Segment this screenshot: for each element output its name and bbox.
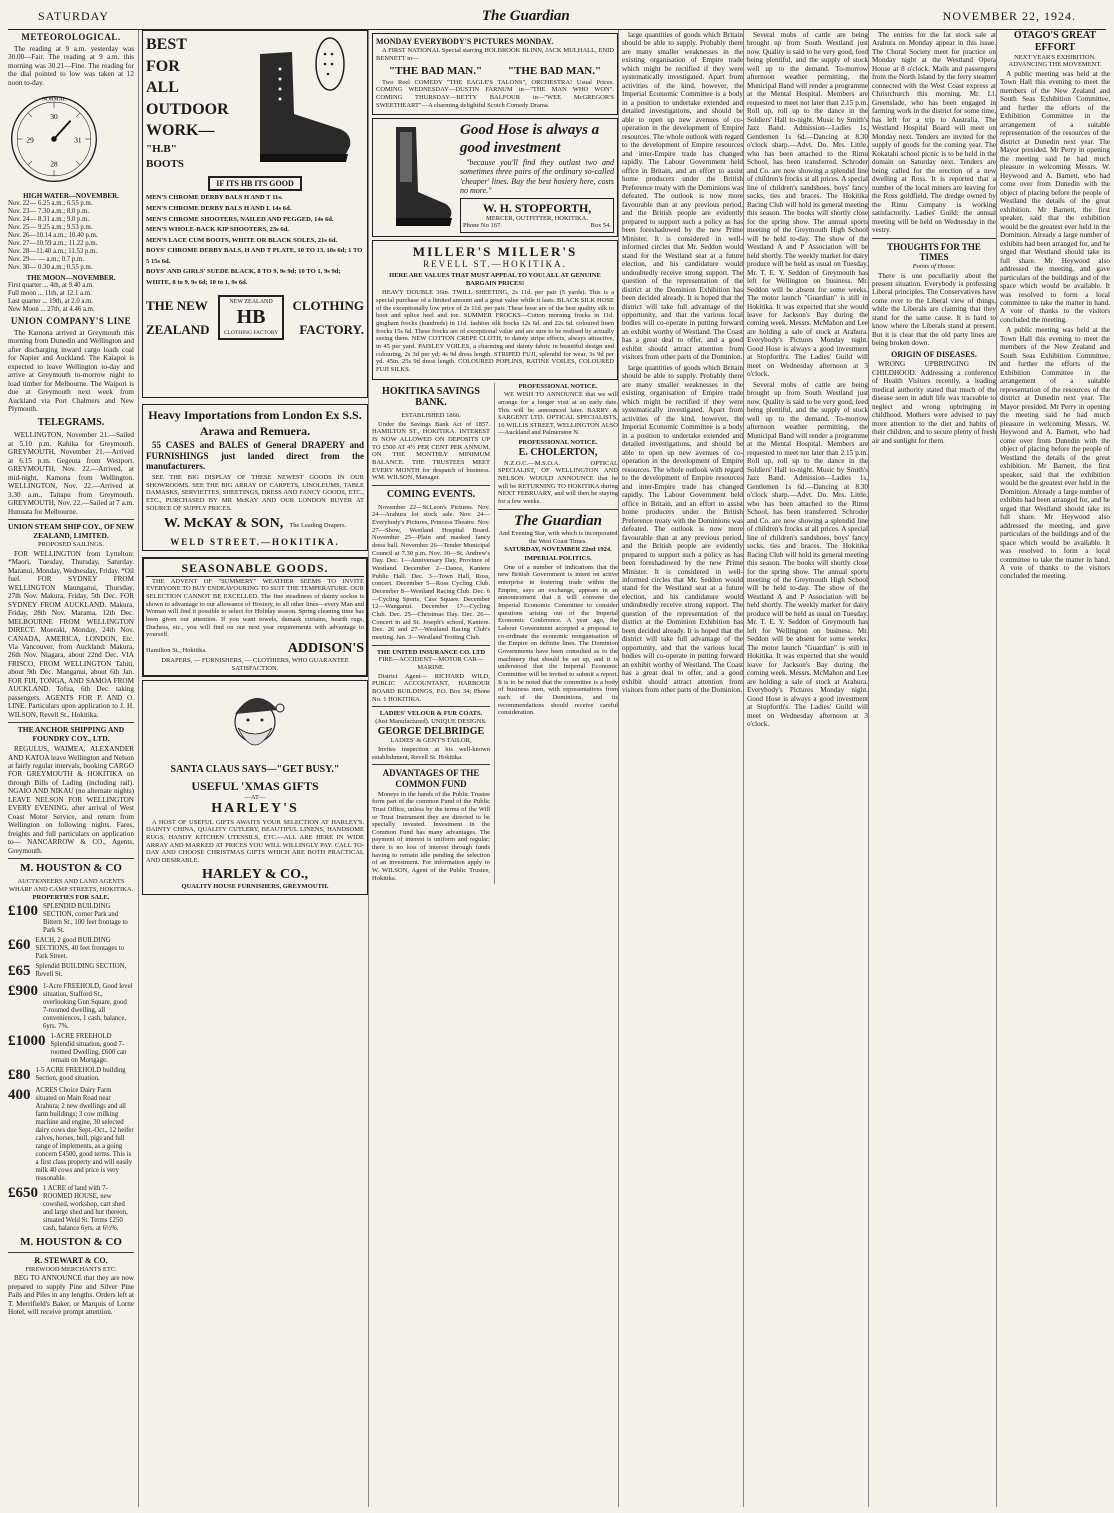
professional-notice-heading: PROFESSIONAL NOTICE. (518, 382, 598, 390)
houston-heading-2: M. HOUSTON & CO (20, 1236, 122, 1249)
column-6 (868, 30, 999, 1507)
property-desc: 1 ACRE of land with 7-ROOMED HOUSE, new cowshed, workshop, cart shed and large shed and hut thereon, situated Weld St. Terms £250 cash, balance 6yrs. at 6½%. (43, 1185, 128, 1233)
mckay-heading: W. McKAY & SON, (163, 516, 284, 532)
column-2 (138, 30, 371, 1507)
moon-heading: THE MOON—NOVEMBER. (26, 273, 116, 282)
pictures-advert (372, 33, 618, 115)
hb-stamp: IF ITS HB ITS GOOD (208, 176, 302, 191)
high-water-heading: HIGH WATER—NOVEMBER. (23, 191, 119, 200)
hb-the-new: THE NEW (146, 298, 208, 314)
houston-heading: M. HOUSTON & CO (20, 862, 122, 875)
editorial-text-continued: large quantities of goods which Britain should be able to supply. Probably there are many smaller weaknesses in the existing organisation of Empire trade which might be rectified if they were systematically investigated. Apart from activities of the kind, however, the Imperial Economic Committee is a body in a position to undertake extended and detailed investigations, and should be able to open up new avenues of co-operation in the development of Empire resources. The whole outlook with regard to the development of Empire resources and inter-Empire trade has changed rapidly. The Labour Government held office in Britain, and an effort to assist home producers under the British Preference treaty with the Dominions was defeated. The outlook is now more favourable than at any previous period, and the British people are evidently prepared to support such a policy as has been foreshadowed by the new Prime Minister. It is considered in well-informed circles that Mr. Seddon would stand for the Westland seat at a future election, and his candidature would undoubtedly receive strong support. The question of the representation of the district at the Dominion Exhibition has been decided already. It is hoped that the district will take full advantage of the opportunity, and that the various local bodies will co-operate in putting forward an exhibit worthy of Westland. The Coast has a great deal to offer, and a good exhibit should attract attention from visitors from other parts of the Dominion. (622, 363, 743, 695)
property-item (8, 1033, 134, 1065)
property-item (8, 963, 134, 981)
column-5 (743, 30, 871, 1507)
usco-text: FOR WELLINGTON from Lyttelton: *Maori, Tuesday, Thursday, Saturday. Maranui, Monday, Wednesday, Friday. *Oil fuel. FOR SYDNEY FROM WELLINGTON Maunganui, Thursday, 27th Nov. Makura, Friday, 5th Dec. FOR SYDNEY FROM AUCKLAND. Makura, Friday, 28th Nov. Marama, 12th Dec. MELBOURNE FROM WELLINGTON DIRECT. Moeraki, Monday, 24th Nov. CANADA, AMERICA, LONDON, Etc. Via Vancouver, from Auckland: Makura, 26th Nov. Niagara, about 22nd Dec. VIA FRISCO, FROM WELLINGTON Tahiti, about 9th Dec. Manganui, about 6th Jan. FOR FIJI, TONGA, AND SAMOA FROM AUCKLAND. Tofua, 6th Dec. taking passengers. AGENTS FOR P. AND O. LINE. Particulars upon application to J. H. WILSON, Revell St., Hokitika. (8, 549, 134, 719)
hb-list-item: BOYS' AND GIRLS' SUEDE BLACK, 8 TO 9, 9s 9d; 10 TO 1, 9s 9d; WHITE, 8 to 9, 9s 6d; 10 to 1, 9s 6d. (146, 268, 341, 286)
addison-subheading: DRAPERS, — FURNISHERS, — CLOTHIERS, WHO GUARANTEE SATISFACTION. (161, 657, 349, 672)
cholerton-text: N.Z.O.C.—M.S.O.A. OPTICAL SPECIALIST, OF WELLINGTON AND NELSON. WOULD ANNOUNCE that he will be RETURNING TO HOKITIKA during NEXT FEBRUARY, and will then be staying for a few weeks. (498, 459, 618, 505)
addison-location: Hamilton St., Hokitika. (146, 646, 207, 654)
anchor-text: REGULUS, WAIMEA, ALEXANDER AND KATOA leave Wellington and Nelson at fairly regular intervals, booking CARGO FOR GREYMOUTH & HOKITIKA on through Bills of Lading (including rail). NGAIO AND NIKAU (no alternate nights) LEAVE NELSON FOR WELLINGTON EVERY EVENING, after arrival of West Coast Motor Service, and return from Wellington on following nights. Fares, freights and full particulars on application to— NANCARROW & CO., Agents, Greymouth. (8, 745, 134, 855)
importations-text-2: SEE THE BIG DISPLAY OF THESE NEWEST GOODS IN OUR SHOWROOMS. SEE THE BIG ARRAY OF CARPETS, LINOLEUMS, TABLE DAMASKS, SERVIETTES, SHEETINGS, DRESS AND FANCY GOODS, ETC., ETC., PURCHASED BY MR McKAY AND OUR LONDON BUYER AT SOURCE OF SUPPLY PRICES. (146, 474, 364, 512)
origin-text: WRONG UPBRINGING IN CHILDHOOD. Addressing a conference of Health Visitors recently, a leading medical authority stated that much of the disease seen in adult life was traceable to neglect and wrong upbringing in childhood. Mothers were advised to pay more attention to the diet and habits of their children, and to secure plenty of fresh air and sunlight for them. (872, 360, 996, 445)
property-desc: 1-5 ACRE FREEHOLD building Section, good situation. (35, 1067, 126, 1083)
property-price: 400 (8, 1086, 31, 1103)
local-news-text: Several mobs of cattle are being brought up from South Westland just now. Quality is said to be very good, feed being plentiful, and the supply of stock well up to the demand. To-morrow afternoon weather permitting, the Municipal Band will render a programme at the Mental Hospital. Members are requested to meet not later than 2.15 p.m. Roll up, roll up to the dance in the Soldiers' Hall to-night. Music by Smith's Jazz Band. Admission—Ladies 1s, Gentlemen 1s 6d.—Dancing at 8.30 o'clock sharp.—Advt. Do. Mrs. Little, who has been attached to the Rimu School, has been transferred. Schroder and Co. are now showing a splendid line of children's frocks at all prices. A special line of children's sandshoes, boys' fancy socks, ties and braces. The Hokitika Racing Club will hold its general meeting this season. The books will shortly close for the spring show. The annual sports meeting of the Greymouth High School will be held to-day. The show of the Westland A and P Association will be held shortly. The weekly market for dairy produce will be held as usual on Tuesday. Mr. T. E. Y. Seddon of Greymouth has left for Wellington on business. Mr. Seddon will be absent for some weeks. The motor launch "Guardian" is still in Hokitika. It was expected that she would leave for Jackson's Bay during the coming week. Messrs. McMahon and Lee are holding a sale of stock at Arahura. Everybody's Pictures Monday night. Good Hose is always a good investment at Stopforth's. The Ladies' Guild will meet on Wednesday afternoon at 3 o'clock. (747, 31, 868, 379)
property-desc: EACH, 2 good BUILDING SECTIONS, 40 feet frontages to Park Street. (35, 937, 125, 961)
pictures-text-2: Two Reel COMEDY "THE EAGLE'S TALONS", ORCHESTRA! Usual Prices. COMING WEDNESDAY—DUSTIN FARNUM in—"THE MAN WHO WON". COMING THURSDAY—BETTY BALFOUR in—"WEE McGREGOR'S SWEETHEART"—A charming delightful Scotch Comedy Drama. (376, 78, 614, 109)
miller-subheading: HERE ARE VALUES THAT MUST APPEAL TO YOU! ALL AT GENUINE BARGAIN PRICES! (389, 272, 601, 287)
property-item (8, 983, 134, 1031)
pictures-heading: MONDAY EVERYBODY'S PICTURES MONDAY. (376, 37, 554, 46)
local-news-text-continued: Several mobs of cattle are being brought up from South Westland just now. Quality is said to be very good, feed being plentiful, and the supply of stock well up to the demand. To-morrow afternoon weather permitting, the Municipal Band will render a programme at the Mental Hospital. Members are requested to meet not later than 2.15 p.m. Roll up, roll up to the dance in the Soldiers' Hall to-night. Music by Smith's Jazz Band. Admission—Ladies 1s, Gentlemen 1s 6d.—Dancing at 8.30 o'clock sharp.—Advt. Do. Mrs. Little, who has been attached to the Rimu School, has been transferred. Schroder and Co. are now showing a splendid line of children's frocks at all prices. A special line of children's sandshoes, boys' fancy socks, ties and braces. The Hokitika Racing Club will hold its general meeting this season. The books will shortly close for the spring show. The annual sports meeting of the Greymouth High School will be held to-day. The show of the Westland A and P Association will be held shortly. The weekly market for dairy produce will be held as usual on Tuesday. Mr. T. E. Y. Seddon of Greymouth has left for Wellington on business. Mr. Seddon will be absent for some weeks. The motor launch "Guardian" is still in Hokitika. It was expected that she would leave for Jackson's Bay during the coming week. Messrs. McMahon and Lee are holding a sale of stock at Arahura. Everybody's Pictures Monday night. Good Hose is always a good investment at Stopforth's. The Ladies' Guild will meet on Wednesday afternoon at 3 o'clock. (747, 380, 868, 729)
union-company-text: The Kamona arrived at Greymouth this morning from Dunedin and Wellington and after discharging inward cargo loads coal for Napier and Auckland. The Kaiapoi is expected to leave Wellington to-day and arrive at Greymouth to-morrow night to load timber for Melbourne. The Waipori is due at Greymouth next week from Auckland via Port Chalmers and New Plymouth. (8, 328, 134, 414)
telegrams-text: WELLINGTON, November 21.—Sailed at 5.10 p.m. Kahika for Greymouth. GREYMOUTH, November 21.—Arrived at 6.15 p.m. Gegeuta from Westport. GREYMOUTH, Nov. 22.—Arrived, at mid-night, Kamona from Wellington. WELLINGTON, Nov. 22.—Arrived at 3.30 a.m., Taitapu from Greymouth. GREYMOUTH, Nov. 22.—Sailed at 7 a.m. Hunuata for Melbourne. (8, 431, 134, 516)
delbridge-text: Invites inspection at his well-known establishment, Revell St. Hokitika. (372, 746, 490, 761)
barometer-dial-icon (8, 93, 100, 185)
importations-heading: Heavy Importations from London Ex S.S. Arawa and Remuera. (148, 408, 362, 438)
good-hose-quote: "because you'll find they outlast two and sometimes three pairs of the ordinary so-called 'cheaper' lines. Buy the best hosiery here, costs no more." (460, 157, 614, 196)
masthead-day: SATURDAY (38, 9, 109, 23)
hb-logo-bottom: CLOTHING FACTORY (223, 329, 279, 336)
property-item (8, 937, 134, 961)
bank-text: Under the Savings Bank Act of 1857. HAMILTON ST., HOKITIKA. INTEREST IS NOW ALLOWED ON DEPOSITS UP TO £500 AT 4½ PER CENT PER ANNUM. ON THE MONTHLY MINIMUM BALANCE. THE TRUSTEES MEET EVERY MONTH for despatch of business. WM. WILSON, Manager. (372, 420, 490, 482)
hb-best-for: BEST FOR (146, 36, 187, 75)
stopforth-subheading: MERCER, OUTFITTER, HOKITIKA. (485, 214, 588, 222)
hb-list-item: MEN'S CHROME SHOOTERS, NAILED AND PEGGED, 14s 6d. (146, 215, 334, 223)
masthead-date: NOVEMBER 22, 1924. (942, 9, 1076, 23)
hb-zealand: ZEALAND (146, 321, 210, 337)
masthead (8, 6, 1106, 30)
thoughts-text: There is one peculiarity about the present situation. Everybody is professing Liberal principles. The Conservatives have come over to the Liberal view of things, while the Liberals are claiming that they stand for the same cause. It is hard to know where the Liberals stand at present. But it is clear that the old party lines are being broken down. (872, 271, 996, 348)
hb-factory: FACTORY. (299, 321, 364, 337)
column-7 (996, 30, 1110, 1507)
meteorological-heading: METEOROLOGICAL. (21, 32, 121, 42)
delbridge-heading: GEORGE DELBRIDGE (377, 725, 485, 737)
seasonal-text: THE ADVENT OF "SUMMERY" WEATHER SEEMS TO INVITE EVERYONE TO BUY ENDEAVOURING TO SUIT THE TEMPERATURE. OUR SELECTION CANNOT BE EXCELLED. The fine steadiness of dainty sockss is shown to advantage to our allowance of Hosiery, to all other lines—every Man and Woman will find it possible to select for Holiday season. Spring cleaning time has been given our attention. If you want towels, damask curtains, hearth rugs, Duchess, etc., you will find on our next year requirements with advantage to yourself. (146, 577, 364, 639)
property-list (8, 903, 134, 1233)
harley-heading: HARLEY & CO., (201, 866, 309, 882)
property-item (8, 1087, 134, 1183)
miller-address: REVELL ST.—HOKITIKA. (423, 259, 567, 270)
hb-list-item: MEN'S LACE CUM BOOTS, WHITE OR BLACK SOLES, 21s 6d. (146, 236, 338, 244)
events-heading: COMING EVENTS. (386, 489, 476, 501)
otago-subheading: NEXT YEAR'S EXHIBITION. (1014, 53, 1096, 61)
stopforth-box: Box 54. (590, 222, 611, 230)
usco-heading: UNION STEAM SHIP COY., OF NEW ZEALAND, LIMITED. (8, 522, 134, 541)
guardian-date: SATURDAY, NOVEMBER 22nd 1924. (504, 545, 612, 553)
guardian-subheading: And Evening Star, with which is incorporated the West Coast Times. (498, 530, 618, 545)
gauge-30-label: 30 (50, 111, 58, 121)
gauge-normal-label: NORMAL (42, 96, 66, 103)
hb-logo-mid: HB (236, 306, 266, 329)
ladies-coats-heading: LADIES' VELOUR & FUR COATS. (379, 710, 483, 718)
property-price: £650 (8, 1185, 38, 1202)
column-3 (368, 30, 621, 1507)
common-fund-heading: ADVANTAGES OF THE COMMON FUND (382, 768, 480, 789)
property-desc: 1-Acre FREEHOLD, Good level situation, Stafford St., overlooking Gun Square, good 7-roomed dwelling, all conveniences, 1 cash, balance, 6yrs. 7%. (43, 983, 133, 1031)
insurance-agent: District Agent— RICHARD WILD, PUBLIC ACCOUNTANT, HARBOUR BOARD BUILDINGS, P.O. Box 34; Phone No. 1 HOKITIKA. (372, 672, 490, 703)
hb-logo (218, 295, 284, 340)
anchor-heading: THE ANCHOR SHIPPING AND FOUNDRY COY., LTD. (17, 725, 125, 744)
hb-list-item: BOYS' CHROME DERBY BALS, H AND T PLATE, 10 TO 13, 10s 6d; 1 TO 5 15s 6d. (146, 247, 363, 265)
moon-table: First quarter ... 4th, at 9.40 a.m. Full moon ... 11th, at 12.1 a.m. Last quarter ... 19th, at 2.0 a.m. New Moon ... 27th, at 4.46 a.m. (8, 282, 95, 314)
seasonal-advert (142, 557, 368, 676)
professional-notice-text: WE WISH TO ANNOUNCE that we will arrange for a longer visit at an early date. This will be announced later. BARRY & SARGENT LTD. OPTICAL SPECIALISTS, 16 WILLIS STREET, WELLINGTON ALSO—Auckland and Palmerston N. (498, 391, 618, 437)
harley-subheading: QUALITY HOUSE FURNISHERS, GREYMOUTH. (181, 883, 329, 891)
hb-all: ALL (146, 79, 179, 97)
common-fund-text: Moneys in the hands of the Public Trustee form part of the common Fund of the Public Trust Office, unless by the terms of the Will or Trust Instrument they are directed to be specially invested. Investment in the Common Fund has many advantages. The payment of interest is uniform and regular; there is no loss of interest through funds having to remain idle pending the selection of an investment. For information apply to W. WILSON, Agent of the Public Trustee, Hokitika. (372, 790, 490, 882)
column-3-right (494, 383, 618, 885)
insurance-heading: THE UNITED INSURANCE CO. LTD (376, 648, 486, 656)
professional-notice-heading-2: PROFESSIONAL NOTICE. (518, 439, 598, 447)
insurance-subheading: FIRE—ACCIDENT—MOTOR CAR—MARINE. (378, 656, 484, 671)
editorial-text: large quantities of goods which Britain should be able to supply. Probably there are many smaller weaknesses in the existing organisation of Empire trade which might be rectified if they were systematically investigated. Apart from activities of the kind, however, the Imperial Economic Committee is a body in a position to undertake extended and detailed investigations, and should be able to open up new avenues of co-operation in the development of Empire resources. The whole outlook with regard to the development of Empire resources and inter-Empire trade has changed rapidly. The Labour Government held office in Britain, and an effort to assist home producers under the British Preference treaty with the Dominions was defeated. The outlook is now more favourable than at any previous period, and the British people are evidently prepared to support such a policy as has been foreshadowed by the new Prime Minister. It is considered in well-informed circles that Mr. Seddon would stand for the Westland seat at a future election, and his candidature would undoubtedly receive strong support. The question of the representation of the district at the Dominion Exhibition has been decided already. It is hoped that the district will take full advantage of the opportunity, and that the various local bodies will co-operate in putting forward an exhibit worthy of Westland. The Coast has a great deal to offer, and a good exhibit should attract attention from visitors from other parts of the Dominion. (622, 31, 743, 362)
xmas-text: A HOST OF USEFUL GIFTS AWAITS YOUR SELECTION AT HARLEY'S. DAINTY CHINA, QUALITY CUTLERY, BEAUTIFUL LINENS, HANDSOME RUGS, HANDY KITCHEN UTENSILS, ETC.—ALL ARE HERE IN WIDE ARRAY AND MARKED AT PRICES YOU WILL WILLINGLY PAY. CALL TO-DAY AND CHOOSE CHRISTMAS GIFTS WHICH ARE BOTH PRACTICAL AND DESIRABLE. (146, 818, 364, 865)
property-price: £65 (8, 963, 31, 980)
importations-advert (142, 404, 368, 551)
importations-text: 55 CASES and BALES of General DRAPERY and FURNISHINGS just landed direct from the manufacturers. (146, 440, 364, 472)
property-price: £1000 (8, 1033, 46, 1050)
column-1 (8, 30, 137, 1507)
hb-clothing: CLOTHING (292, 298, 364, 314)
property-desc: SPLENDID BUILDING SECTION, corner Park and Bittern St., 100 feet frontage to Park St. (43, 903, 128, 935)
miller-advert (372, 240, 618, 379)
meteorological-text: The reading at 9 a.m. yesterday was 30.00—Fair. The reading at 9 a.m. this morning was 30.21—Fine. The reading for the dial pointed to low was taken at 12 noon to-day. (8, 44, 134, 87)
hb-list-item: MEN'S CHROME DERBY BALS H AND L 14s 6d. (146, 204, 292, 212)
gauge-31-label: 31 (74, 135, 82, 145)
hb-list-item: MEN'S CHROME DERBY BALS H AND T 11s. (146, 194, 283, 202)
pictures-text: A FIRST NATIONAL Special starring HOLBROOK BLINN, JACK MULHALL, ENID BENNETT in— (376, 47, 614, 63)
xmas-heading: USEFUL 'XMAS GIFTS (191, 779, 319, 794)
hb-outdoor: OUTDOOR (146, 100, 229, 118)
hosiery-shoe-icon (376, 122, 456, 232)
column-3-left (372, 383, 490, 885)
bad-man-title-2: "THE BAD MAN." (507, 64, 602, 77)
bank-established: ESTABLISHED 1866. (401, 412, 461, 420)
hb-boots-advert (142, 30, 368, 398)
hb-work: WORK— (146, 122, 215, 140)
otago-subheading-2: ADVANCING THE MOVEMENT. (1008, 61, 1102, 69)
cholerton-heading: E. CHOLERTON, (518, 446, 598, 458)
usco-subheading: PROPOSED SAILINGS. (37, 541, 105, 548)
property-item (8, 903, 134, 935)
masthead-paper-title: The Guardian (481, 8, 570, 24)
stopforth-heading: W. H. STOPFORTH, (482, 200, 592, 215)
seasonal-heading: SEASONABLE GOODS. (146, 561, 364, 576)
imperial-text: One of a number of indications that the new British Government is intent on active enterprise in fostering trade within the Empire, says an exchange, appears in an announcement that it will convene the Imperial Economic Committee to consider questions arising out of the Imperial Economic Conference. A year ago, the Labour Government accepted a proposal to co-ordinate the economic reorganisation of the Empire on definite lines. The Dominion Governments have been consulted as to the machinery that should be set up, and it is understood that the Imperial Economic Committee will be invited to submit a report. It is to be noted that the committee is a body of business men, with representatives from each of the Dominions, and its recommendations should receive careful consideration. (498, 563, 618, 717)
otago-text: A public meeting was held at the Town Hall this evening to meet the members of the New Zealand and South Seas Exhibition Committee, and further the efforts of the Exhibition Committee in the arrangement of a suitable representation of the resources of the district at Dunedin next year. The Mayor presided. Mr Perry in opening the meeting said he had much pleasure in welcoming Messrs. W. Heywood and A. Barnett, who had come over from Dunedin with the object of placing before the people of Westland the details of the great exhibition. Mr Barnett, the first speaker, said that the exhibition would be the greatest ever held in the Dominion. Already a large number of exhibits had been arranged for, and he urged that Westland should take its full share. Mr Heywood also addressed the meeting, and gave particulars of the buildings and of the space which would be available. It was resolved to form a local committee to take the matter in hand. A vote of thanks to the visitors concluded the meeting. (1000, 69, 1110, 324)
union-company-heading: UNION COMPANY'S LINE (10, 316, 132, 327)
property-desc: ACRES Choice Dairy Farm situated on Main Road near Arahura; 2 new dwellings and all farm buildings; 3 cow milking machine and engine, 30 selected dairy cows due Sept.-Oct., 12 heifer calves, horses, bull, pigs and full range of implements, as a going concern £4500, good terms. This is a first class property and will easily milk 40 cows and price is very reasonable. (35, 1086, 134, 1183)
gauge-29-label: 29 (26, 135, 34, 145)
telegrams-heading: TELEGRAMS. (37, 416, 105, 428)
hb-boots: "H.B" BOOTS (146, 142, 184, 170)
stewart-heading: R. STEWART & CO. (34, 1256, 108, 1266)
miller-text: HEAVY DOUBLE 36in. TWILL SHEETING, 2s 11d. per pair (5 yards). This is a special purchase of a limited amount and a great value while it lasts. BLACK SILK HOSE of the exceptionally low price of 2s 11d. per pair. These hose are of the best quality silk to boot and splice heel and toe. SUMMER FROCKS—Cotton morning frocks in 11d. gingham frocks (hundreds) in 11d. fashion silk frocks 12s 6d. and 22s 6d. coloured linen frocks 15s 6d. These frocks are of exceptional value and are sure to be realised by actually seeing them. NEW COTTON CREPE CLOTH, to dainty stripe effects, always attractive, in 45 per yard. PAISLEY VOILES, a charming and dainty fabric in beautiful design and colouring, 2s 3d per yd; 4s 9d dress length. STRIPED FUJI, splendid for wear, 3s 9d per yd. 45in. 25s 9d dress length. COLOURED POPLINS, RATINE VOILES, COLOURED FUJI SILKS. (376, 289, 614, 373)
origin-heading: ORIGIN OF DISEASES. (891, 349, 977, 359)
property-price: £100 (8, 903, 38, 920)
notes-text: The entries for the fat stock sale at Arahura on Monday appear in this issue. The Choral Society meet for practice on Monday night at the Westland Opera House at 8 o'clock. Mails and passengers from the North Island by the ferry steamer connected with the West Coast express at Christchurch this morning. Mr. Ll. Greenslade, who has been engaged in farming work in the district for some time, has left for a trip to Australia. The Westland Hospital Board will meet on Monday next. Tenders are invited for the supply of goods for the coming year. The Kokatahi school picnic is to be held in the domain on Saturday next. Tenders are being called for the erection of a new dwelling at Ross. It is reported that a number of the local miners are leaving for the Ross goldfield. The dredge owned by the Rimu Company is working satisfactorily. Ladies' Guild: the annual meeting will be held on Wednesday in the vestry. (872, 31, 996, 235)
properties-heading: PROPERTIES FOR SALE. (32, 893, 110, 901)
santa-claus-icon (210, 684, 300, 764)
thoughts-subheading: Points of Honor. (912, 262, 956, 270)
houston-subheading: AUCTIONEERS AND LAND AGENTS WHARF AND CAMP STREETS, HOKITIKA. (8, 878, 134, 893)
ladies-coats-subheading: (Just Manufactured). UNIQUE DESIGNS. (375, 717, 487, 725)
property-price: £60 (8, 937, 31, 954)
high-water-table: Nov. 22— 6.25 a.m.; 6.55 p.m. Nov. 23— 7.30 a.m.; 8.0 p.m. Nov. 24— 8.31 a.m.; 9.0 p.m. Nov. 25— 9.25 a.m.; 9.53 p.m. Nov. 26—10.14 a.m.; 10.40 p.m. Nov. 27—10.59 a.m.; 11.22 p.m. Nov. 28—11.40 a.m.; 11.53 p.m. Nov. 29— — a.m.; 0.7 p.m. Nov. 30— 0.30 a.m.; 0.55 p.m. (8, 199, 98, 271)
hb-list-item: MEN'S WHOLE-BACK KIP SHOOTERS, 23s 6d. (146, 226, 289, 234)
gauge-28-label: 28 (50, 159, 58, 169)
addison-heading: ADDISON'S (287, 640, 364, 656)
property-desc: Splendid BUILDING SECTION, Revell St. (35, 963, 127, 979)
property-price: £80 (8, 1067, 31, 1084)
hb-logo-top: NEW ZEALAND (229, 299, 273, 306)
stewart-subheading: FIREWOOD MERCHANTS ETC. (25, 1265, 117, 1273)
mckay-address: WELD STREET.—HOKITIKA. (170, 536, 340, 547)
xmas-harley: HARLEY'S (211, 801, 299, 817)
column-4 (618, 30, 746, 1507)
guardian-heading: The Guardian (514, 512, 602, 529)
bank-heading: HOKITIKA SAVINGS BANK. (382, 385, 480, 409)
otago-heading: OTAGO'S GREAT EFFORT (1013, 30, 1097, 53)
events-text: November 22—St.Leon's Pictures. Nov. 24—Arahura lot stock sale. Nov. 24—Everybody's Pictures, Princess Theatre. Nov. 27—Show, Westland Hospital Board. November 25—Plain and masked fancy dress ball. November 26—Tender Municipal Council at 7.30 p.m. Nov. 30—St. Andrew's Day. Dec. 1—Anniversary Day, Province of Westland. December 2—Dance, Kaniere Public Hall. Dec. 3—Town Hall, Ross, concert. December 5—Ross Cycling Club. December 8—Westland Racing Club. Dec. 6—Cycling Sports, Cass Square. December 12—Wanganui. December 17—Cycling Club. Dec. 25—Christmas Day. Dec. 26—Concert in aid St. Joseph's school, Kaniere. Dec. 26 and 27—Westland Racing Club's meeting. Jan. 3—Westland Trotting Club. (372, 503, 490, 641)
imperial-heading: IMPERIAL POLITICS. (524, 555, 592, 563)
property-price: £900 (8, 983, 38, 1000)
xmas-at: —AT— (244, 793, 266, 801)
delbridge-subheading: LADIES' & GENT'S TAILOR, (390, 737, 472, 745)
harley-advert (142, 680, 368, 895)
miller-heading: MILLER'S MILLER'S (412, 244, 578, 260)
stopforth-phone: Phone No 167. (463, 222, 502, 230)
property-desc: 1-ACRE FREEHOLD Splendid situation, good 7-roomed Dwelling, £600 can remain on Mortgage. (50, 1033, 127, 1065)
mckay-subheading: The Leading Drapers. (289, 522, 347, 530)
otago-text-continued: A public meeting was held at the Town Hall this evening to meet the members of the New Zealand and South Seas Exhibition Committee, and further the efforts of the Exhibition Committee in the arrangement of a suitable representation of the resources of the district at Dunedin next year. The Mayor presided. Mr Perry in opening the meeting said he had much pleasure in welcoming Messrs. W. Heywood and A. Barnett, who had come over from Dunedin with the object of placing before the people of Westland the details of the great exhibition. Mr Barnett, the first speaker, said that the exhibition would be the greatest ever held in the Dominion. Already a large number of exhibits had been arranged for, and he urged that Westland should take its full share. Mr Heywood also addressed the meeting, and gave particulars of the buildings and of the space which would be available. It was resolved to form a local committee to take the matter in hand. A vote of thanks to the visitors concluded the meeting. (1000, 326, 1110, 581)
good-hose-advert (372, 118, 618, 237)
stewart-text: BEG TO ANNOUNCE that they are now prepared to supply Pine and Silver Pine Pails and Piles in any lengths. Orders left at T. Merrifield's Baker, or Marquis of Lorne Hotel, will receive prompt attention. (8, 1274, 134, 1317)
good-hose-heading: Good Hose is always a good investment (460, 122, 600, 156)
property-item (8, 1067, 134, 1085)
thoughts-heading: THOUGHTS FOR THE TIMES (887, 241, 981, 263)
property-item (8, 1185, 134, 1233)
santa-claus-says: SANTA CLAUS SAYS—"GET BUSY." (170, 763, 340, 775)
bad-man-title: "THE BAD MAN." (388, 64, 483, 77)
boot-illustration-icon (220, 34, 360, 174)
